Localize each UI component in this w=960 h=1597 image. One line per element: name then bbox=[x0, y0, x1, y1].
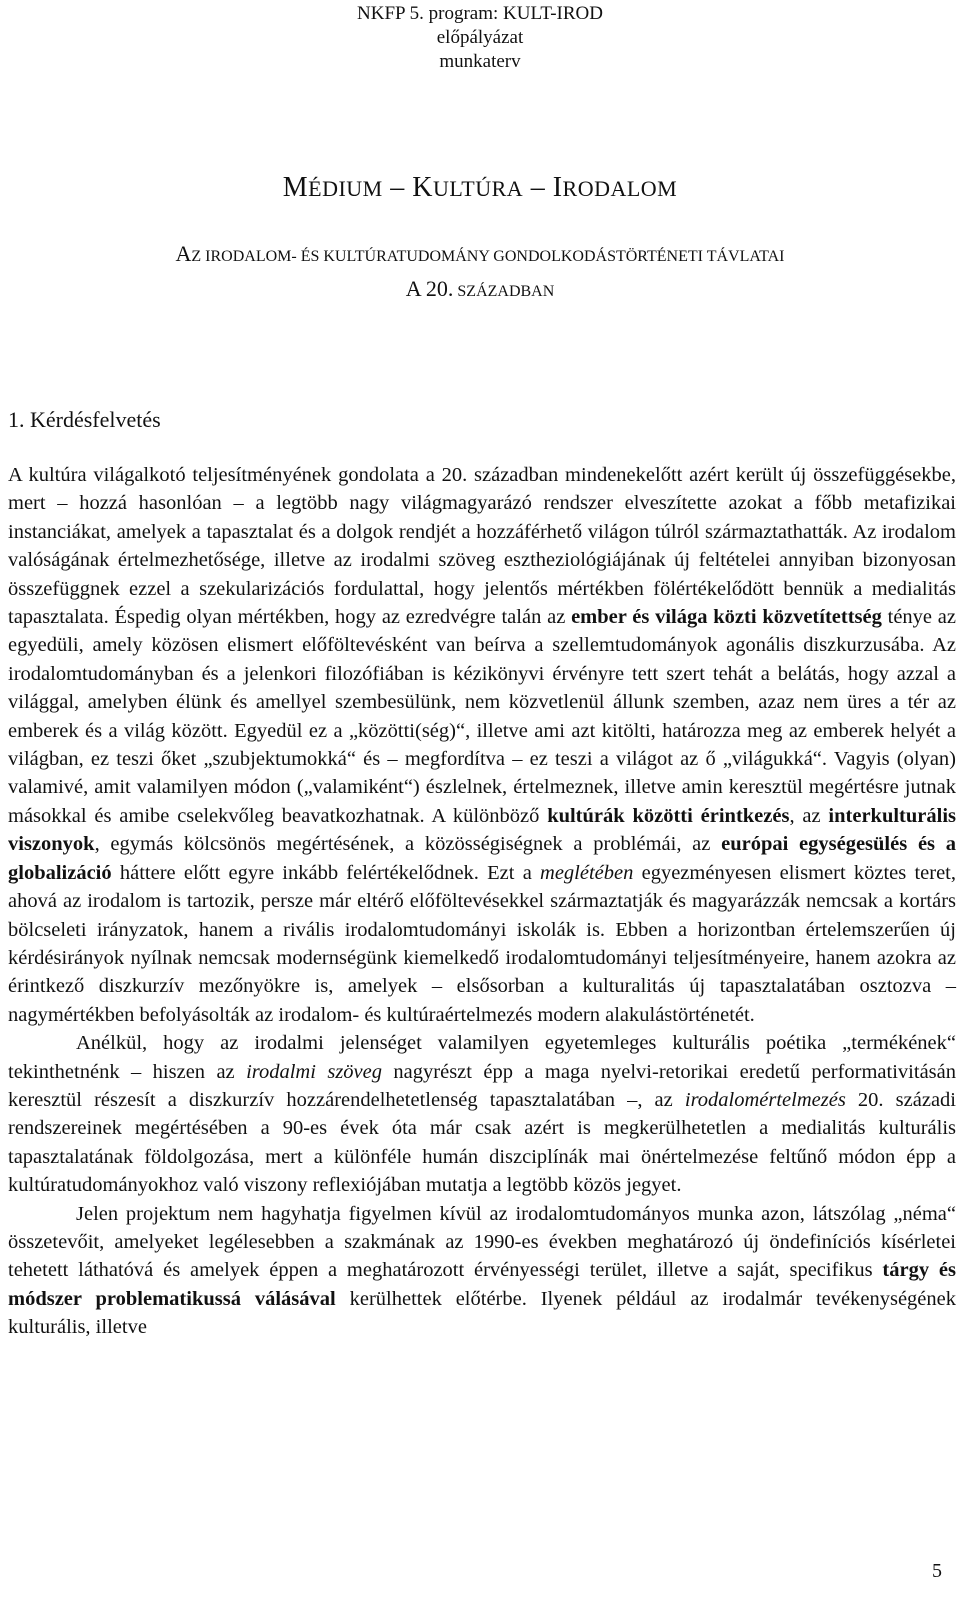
header-workplan: munkaterv bbox=[439, 51, 521, 72]
document-title: MÉDIUM – KULTÚRA – IRODALOM bbox=[282, 172, 678, 203]
header-preapplication: előpályázat bbox=[436, 27, 524, 48]
document-subtitle bbox=[0, 238, 960, 308]
document-header bbox=[0, 2, 960, 74]
page-number: 5 bbox=[932, 1560, 942, 1582]
section-heading: 1. Kérdésfelvetés bbox=[8, 407, 161, 432]
subtitle-line-1: AZ IRODALOM- ÉS KULTÚRATUDOMÁNY GONDOLKODÁSTÖRTÉNETI TÁVLATAI bbox=[175, 241, 785, 266]
subtitle-line-2: A 20. SZÁZADBAN bbox=[405, 276, 555, 301]
paragraph-2: Anélkül, hogy az irodalmi jelenséget valamilyen egyetemleges kulturális poétika „termékének“ tekinthetnénk – hiszen az irodalmi szöveg nagyrészt épp a maga nyelvi-retorikai eredetű performativitásán keresztül részesít a diszkurzív hozzárendelhetetlenség tapasztalatában –, az irodalomértelmezés 20. századi rendszereinek megértésében a 90-es évek óta már csak azért is megkerülhetetlen a medialitás kulturális tapasztalatának földolgozása, mert a különféle humán diszciplínák mai önértelmezése feltűnő módon épp a kultúratudományokhoz való viszony reflexiójában mutatja a legtöbb közös jegyet. bbox=[8, 1032, 956, 1197]
paragraph-3: Jelen projektum nem hagyhatja figyelmen kívül az irodalomtudományos munka azon, látszólag „néma“ összetevőit, amelyeket legélesebben a szakmának az 1990-es években meghatározó új öndefiníciós kísérletei tehetett láthatóvá és amelyek éppen a meghatározott érvényességi terület, illetve a saját, specifikus tárgy és módszer problematikussá válásával kerülhettek előtérbe. Ilyenek például az irodalmár tevékenységének kulturális, illetve bbox=[8, 1202, 957, 1339]
header-program: NKFP 5. program: KULT-IROD bbox=[357, 3, 603, 24]
paragraph-1: A kultúra világalkotó teljesítményének gondolata a 20. században mindenekelőtt azért került új összefüggésekbe, mert – hozzá hasonlóan – a legtöbb nagy világmagyarázó rendszer elveszítette azokat a főbb metafizikai instanciákat, amelyek a tapasztalat és a dolgok rendjét a hozzáférhető világon túlról származtathatták. Az irodalom valóságának értelmezhetősége, illetve az irodalmi szöveg esztheziológiájának új feltételei annyiban bizonyosan összefüggnek ezzel a szekularizációs fordulattal, hogy jelentős mértékben fölértékelődött bennük a medialitás tapasztalata. Éspedig olyan mértékben, hogy az ezredvégre talán az ember és világa közti közvetítettség ténye az egyedüli, amely közösen elismert előföltevésként van beírva a szellemtudományok agonális diszkurzusába. Az irodalomtudományban és a jelenkori filozófiában is kézikönyvi érvényre tett szert tehát a belátás, hogy azzal a világgal, amelyben élünk és amellyel szembesülünk, nem közvetlenül állunk szemben, azaz nem üres a tér az emberek és a világ között. Egyedül ez a „közötti(ség)“, illetve ami azt kitölti, határozza meg az emberek helyét a világban, ez teszi őket „szubjektumokká“ és – megfordítva – ez teszi a világot az ő „világukká“. Vagyis (olyan) valamivé, amit valamilyen módon („valamiként“) észlelnek, értelmeznek, illetve amin keresztül megértésre jutnak másokkal és amibe cselekvőleg beavatkozhatnak. A különböző kultúrák közötti érintkezés, az interkulturális viszonyok, egymás kölcsönös megértésének, a közösségiségnek a problémái, az európai egységesülés és a globalizáció háttere előtt egyre inkább felértékelődnek. Ezt a meglétében egyezményesen elismert köztes teret, ahová az irodalom is tartozik, persze már eltérő előföltevésekkel származtatják és magyarázzák nemcsak a kortárs bölcseleti irányzatok, hanem a rivális irodalomtudományi iskolák is. Ebben a horizontban értelemszerűen új kérdésirányok nyílnak nemcsak modernségünk kiemelkedő irodalomtudományi teljesítményeire, hanem azokra az érintkező diszkurzív mezőnyökre is, amelyek – elsősorban a kulturalitás új tapasztalatában osztozva – nagymértékben befolyásolták az irodalom- és kultúraértelmezés modern alakulástörténetét. bbox=[8, 464, 957, 1026]
body-text bbox=[8, 461, 956, 1342]
